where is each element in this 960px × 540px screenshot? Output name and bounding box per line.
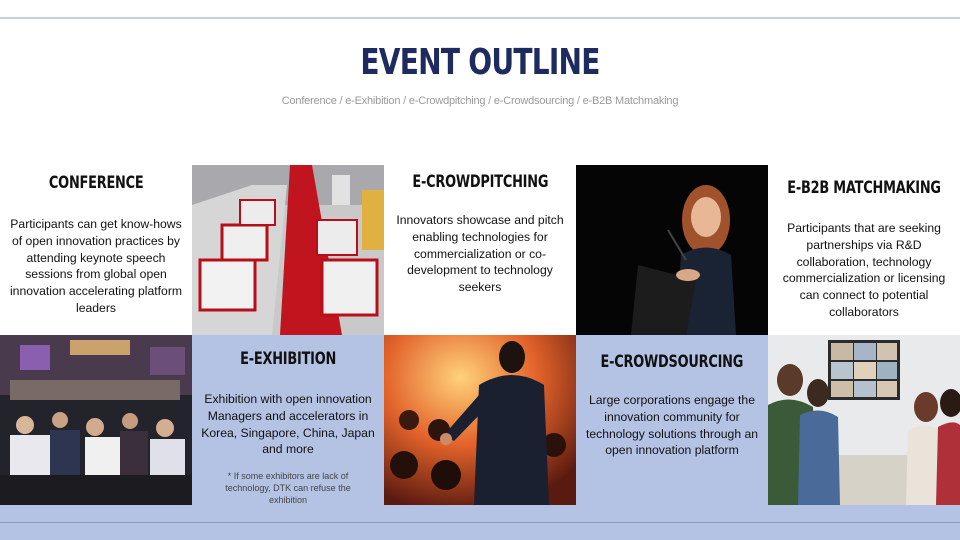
matchmaking-tile [768, 165, 960, 335]
video-meeting-photo [768, 335, 960, 505]
exhibition-description: Exhibition with open innovation Managers and accelerators in Korea, Singapore, China, Japan and more [201, 392, 375, 457]
exhibition-note: * If some exhibitors are lack of technology, DTK can refuse the exhibition [225, 471, 351, 505]
page-title: EVENT OUTLINE [360, 42, 600, 83]
bottom-divider [0, 522, 960, 523]
exhibition-hall-photo [192, 165, 384, 335]
crowdsourcing-title: E-CROWDSOURCING [600, 352, 744, 372]
conference-description: Participants can get know-hows of open innovation practices by attending keynote speech sessions from global open innovation accelerating platform leaders [9, 217, 183, 315]
crowdpitching-tile [384, 165, 576, 335]
page-subtitle: Conference / e-Exhibition / e-Crowdpitching / e-Crowdsourcing / e-B2B Matchmaking [281, 95, 679, 107]
matchmaking-title: E-B2B MATCHMAKING [787, 178, 941, 198]
crowdsourcing-tile [576, 335, 768, 505]
speaker-podium-photo [576, 165, 768, 335]
conference-tile [0, 165, 192, 335]
top-divider [0, 17, 960, 19]
conference-title: CONFERENCE [48, 173, 144, 193]
conference-audience-photo [0, 335, 192, 505]
matchmaking-description: Participants that are seeking partnerships via R&D collaboration, technology commercialization or licensing can connect to potential collaborators [782, 221, 946, 319]
presenter-stage-photo [384, 335, 576, 505]
exhibition-title: E-EXHIBITION [240, 349, 336, 369]
crowdsourcing-description: Large corporations engage the innovation community for technology solutions through an open innovation platform [585, 393, 759, 458]
crowdpitching-description: Innovators showcase and pitch enabling technologies for commercialization or co-development to technology seekers [396, 213, 564, 295]
crowdpitching-title: E-CROWDPITCHING [412, 172, 548, 192]
exhibition-tile [192, 335, 384, 505]
